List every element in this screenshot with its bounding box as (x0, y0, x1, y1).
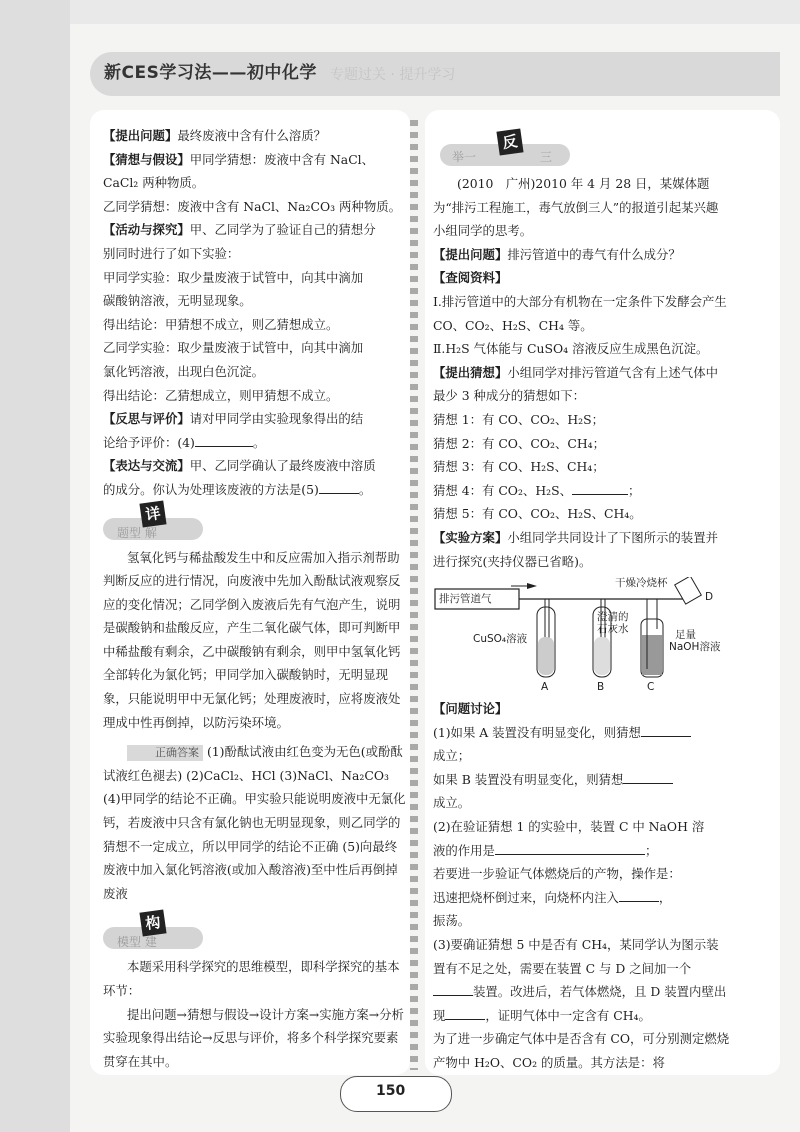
text-line: (1)如果 A 装置没有明显变化，则猜想 (433, 724, 641, 740)
text-line: 排污管道中的毒气有什么成分？ (507, 246, 681, 262)
badge-char: 构 (139, 910, 166, 937)
text-line: 甲同学实验：取少量废液于试管中，向其中滴加 (103, 269, 364, 285)
pipe-label: 排污管道气 (439, 593, 492, 606)
tag: 【表达与交流】 (103, 458, 190, 474)
badge-char: 反 (496, 128, 523, 155)
a-label: A (541, 681, 549, 694)
text-line: 得出结论：乙猜想成立，则甲猜想不成立。 (103, 387, 339, 403)
beaker-label: 干燥冷烧杯 (615, 577, 668, 590)
text-line: 的成分。你认为处理该废液的方法是(5) (103, 481, 319, 497)
answer-blank[interactable] (195, 433, 253, 447)
text-line: 液的作用是 (433, 842, 495, 858)
text-line: 氯化钙溶液，出现白色沉淀。 (103, 363, 265, 379)
text-line: 振荡。 (433, 913, 471, 929)
text-line: 成立； (433, 748, 471, 764)
tag: 【提出问题】 (103, 128, 178, 143)
badge-text: 题型 解 (117, 525, 157, 540)
text-line: 甲同学猜想：废液中含有 NaCl、 (189, 151, 375, 167)
text-line: CaCl₂ 两种物质。 (103, 175, 205, 191)
text-line: 得出结论：甲猜想不成立，则乙猜想成立。 (103, 316, 339, 332)
badge-text-left: 举一 (452, 150, 477, 164)
lime-label-1: 澄清的 (597, 611, 629, 624)
naoh-label-2: NaOH溶液 (669, 641, 721, 654)
right-column: (2010 广州)2010 年 4 月 28 日，某媒体题为“排污工程施工，毒气放倒三人”的报道引起某兴趣小组同学的思考。 【提出问题】排污管道中的毒气有什么成分？ 【查阅资料】 Ⅰ.排污管道中的大部分有机物在一定条件下发酵会产生 CO、CO₂、H₂S、CH₄ 等。 Ⅱ.H₂S 气体能与 CuSO₄ 溶液反应生成黑色沉淀。 【提出猜想】小组同学对排污管道气含有上述气体中最少 3 种成分的猜想如下： 猜想 1：有 CO、CO₂、H₂S； 猜想 2：有 CO、CO₂、CH₄； 猜想 3：有 CO、H₂S、CH₄； 猜想 4：有 CO₂、H₂S、 ； 猜想 5：有 CO、CO₂、H₂S、CH₄。 【实验方案】小组同学共同设计了下图所示的装置并进行探究(夹持仪器已省略)。 排污管道气 干燥冷烧杯 D CuSO₄溶液 澄清的 石灰水 足量 NaOH溶液 A B C 【问题讨论】 (1)如果 A 装置没有明显变化，则猜想 成立； 如果 B 装置没有明显变化，则猜想 成立。 (2)在验证猜想 1 的实验中，装置 C 中 NaOH 溶 液的作用是 ； 若要进一步验证气体燃烧后的产物，操作是： 迅速把烧杯倒过来，向烧杯内注入 ， 振荡。 (3)要确证猜想 5 中是否有 CH₄，某同学认为图示装置有不足之处，需要在装置 C 与 D 之间加一个装置。改进后，若气体燃烧，且 D 装置内壁出现 ，证明气体中一定含有 CH₄。 为了进一步确定气体中是否含有 CO，可分别测定燃烧产物中 H₂O、CO₂ 的质量。其方法是：将 (433, 172, 730, 1075)
book-title: 新CES学习法——初中化学 (104, 63, 317, 83)
text-line: 若要进一步验证气体燃烧后的产物，操作是： (433, 866, 681, 882)
tag: 【问题讨论】 (433, 701, 508, 717)
page-number: 150 (376, 1083, 406, 1099)
tag: 【查阅资料】 (433, 270, 508, 286)
practice-badge (440, 130, 670, 170)
text-line: 别同时进行了如下实验： (103, 245, 240, 261)
tag: 【活动与探究】 (103, 222, 190, 238)
lime-label-2: 石灰水 (597, 623, 629, 636)
text-line: ，证明气体中一定含有 CH₄。 (485, 1007, 651, 1023)
model-text: 提出问题→猜想与假设→设计方案→实施方案→分析实验现象得出结论→反思与评价，将多个科学探究要素贯穿在其中。 (103, 1006, 404, 1069)
answer-blank[interactable] (495, 841, 645, 855)
b-label: B (597, 681, 605, 694)
text-line: 甲、乙同学确认了最终废液中溶质 (189, 458, 376, 474)
text-line: 装置。改进后，若气体燃烧，且 D 装置内壁出现 (433, 984, 727, 1023)
left-column: 【提出问题】最终废液中含有什么溶质？ 【猜想与假设】甲同学猜想：废液中含有 NaCl、 CaCl₂ 两种物质。 乙同学猜想：废液中含有 NaCl、Na₂CO₃ 两种物质。 【活动与探究】甲、乙同学为了验证自己的猜想分 别同时进行了如下实验： 甲同学实验：取少量废液于试管中，向其中滴加 碳酸钠溶液，无明显现象。 得出结论：甲猜想不成立，则乙猜想成立。 乙同学实验：取少量废液于试管中，向其中滴加 氯化钙溶液，出现白色沉淀。 得出结论：乙猜想成立，则甲猜想不成立。 【反思与评价】请对甲同学由实验现象得出的结 论给予评价：(4) 。 【表达与交流】甲、乙同学确认了最终废液中溶质 的成分。你认为处理该废液的方法是(5) 。 详 题型 解 氢氧化钙与稀盐酸发生中和反应需加入指示剂帮助判断反应的进行情况，向废液中先加入酚酞试液观察反应的变化情况；乙同学倒入废液后先有气泡产生，说明是碳酸钠和盐酸反应，产生二氧化碳气体，即可判断甲中稀盐酸有剩余，乙中碳酸钠有剩余，则甲中氢氧化钙全部转化为氯化钙；甲同学加入碳酸钠时，无明显现象，只能说明甲中无氯化钙；处理废液时，应将废液处理成中性再倒掉，以防污染环境。 正确答案 (1)酚酞试液由红色变为无色(或酚酞试液红色褪去) (2)CaCl₂、HCl (3)NaCl、Na₂CO₃ (4)甲同学的结论不正确。甲实验只能说明废液中无氯化钙，若废液中只含有氯化钠也无明显现象，则乙同学的猜想不一定成立，所以甲同学的结论不正确 (5)向最终废液中加入氯化钙溶液(或加入酸溶液)至中性后再倒掉废液 构 模型 建 本题采用科学探究的思维模型，即科学探究的基本环节： 提出问题→猜想与假设→设计方案→实施方案→分析实验现象得出结论→反思与评价，将多个科学探究要素贯穿在其中。 (103, 124, 408, 1073)
text-line: (3)要确证猜想 5 中是否有 CH₄，某同学认为图示装置有不足之处，需要在装置 C 与 D 之间加一个 (433, 937, 719, 976)
text-line: (2)在验证猜想 1 的实验中，装置 C 中 NaOH 溶 (433, 819, 705, 835)
guess: 猜想 1：有 CO、CO₂、H₂S； (433, 411, 605, 427)
explanation: 氢氧化钙与稀盐酸发生中和反应需加入指示剂帮助判断反应的进行情况，向废液中先加入酚酞试液观察反应的变化情况；乙同学倒入废液后先有气泡产生，说明是碳酸钠和盐酸反应，产生二氧化碳气体，即可判断甲中稀盐酸有剩余，乙中碳酸钠有剩余，则甲中氢氧化钙全部转化为氯化钙；甲同学加入碳酸钠时，无明显现象，只能说明甲中无氯化钙；处理废液时，应将废液处理成中性再倒掉，以防污染环境。 (103, 549, 401, 730)
text-line: 乙同学猜想：废液中含有 NaCl、Na₂CO₃ 两种物质。 (103, 198, 401, 214)
answer-blank[interactable] (623, 770, 673, 784)
tag: 【猜想与假设】 (103, 151, 190, 167)
page-margin (0, 0, 70, 1132)
text-line: 为了进一步确定气体中是否含有 CO，可分别测定燃烧产物中 H₂O、CO₂ 的质量。其方法是：将 (433, 1031, 730, 1070)
text-line: 如果 B 装置没有明显变化，则猜想 (433, 771, 624, 787)
answer-blank[interactable] (572, 481, 628, 495)
guess: 猜想 4：有 CO₂、H₂S、 (433, 482, 572, 498)
text-line: Ⅰ.排污管道中的大部分有机物在一定条件下发酵会产生 CO、CO₂、H₂S、CH₄ 等。 (433, 293, 727, 333)
badge-char: 详 (139, 500, 166, 527)
badge-text-right: 三 (540, 150, 553, 164)
header-subtitle: 专题过关 · 提升学习 (330, 67, 456, 83)
badge-text: 模型 建 (117, 935, 157, 950)
d-label: D (705, 591, 714, 604)
tag: 【反思与评价】 (103, 411, 190, 427)
answer-blank[interactable] (319, 480, 359, 494)
text-line: 小组同学对排污管道气含有上述气体中最少 3 种成分的猜想如下： (433, 364, 718, 404)
column-divider (410, 120, 418, 1070)
guess: 猜想 3：有 CO、H₂S、CH₄； (433, 459, 605, 475)
text-line: 小组同学共同设计了下图所示的装置并进行探究(夹持仪器已省略)。 (433, 529, 718, 569)
text-line: 请对甲同学由实验现象得出的结 (189, 411, 364, 427)
explain-badge (103, 502, 408, 546)
c-label: C (647, 681, 655, 694)
text-line: 甲、乙同学为了验证自己的猜想分 (189, 222, 376, 238)
model-text: 本题采用科学探究的思维模型，即科学探究的基本环节： (103, 959, 400, 998)
text-line: 迅速把烧杯倒过来，向烧杯内注入 (433, 889, 619, 905)
model-badge (103, 911, 408, 955)
text-line: 成立。 (433, 795, 471, 811)
tag: 【提出猜想】 (433, 364, 508, 380)
text-line: Ⅱ.H₂S 气体能与 CuSO₄ 溶液反应生成黑色沉淀。 (433, 341, 709, 357)
text-line: 乙同学实验：取少量废液于试管中，向其中滴加 (103, 340, 364, 356)
answer-blank[interactable] (445, 1006, 485, 1020)
guess: 猜想 2：有 CO、CO₂、CH₄； (433, 435, 605, 451)
answer-blank[interactable] (641, 723, 691, 737)
guess: 猜想 5：有 CO、CO₂、H₂S、CH₄。 (433, 506, 642, 522)
tag: 【实验方案】 (433, 529, 508, 545)
answer-label: 正确答案 (127, 745, 203, 761)
answer-blank[interactable] (433, 982, 473, 996)
intro: (2010 广州)2010 年 4 月 28 日，某媒体题为“排污工程施工，毒气放倒三人”的报道引起某兴趣小组同学的思考。 (433, 176, 719, 239)
tag: 【提出问题】 (433, 246, 508, 262)
text-line: 碳酸钠溶液，无明显现象。 (103, 293, 252, 309)
cuso4-label: CuSO₄溶液 (473, 633, 528, 646)
naoh-label-1: 足量 (675, 629, 696, 642)
apparatus-diagram (433, 577, 730, 695)
answer-text: (1)酚酞试液由红色变为无色(或酚酞试液红色褪去) (2)CaCl₂、HCl (3)NaCl、Na₂CO₃ (4)甲同学的结论不正确。甲实验只能说明废液中无氯化钙，若废液中只含有氯化钠也无明显现象，则乙同学的猜想不一定成立，所以甲同学的结论不正确 (5)向最终废液中加入氯化钙溶液(或加入酸溶液)至中性后再倒掉废液 (103, 744, 406, 901)
text-line: 最终废液中含有什么溶质？ (177, 128, 327, 143)
text-line: 论给予评价：(4) (103, 434, 195, 450)
answer-blank[interactable] (619, 888, 659, 902)
